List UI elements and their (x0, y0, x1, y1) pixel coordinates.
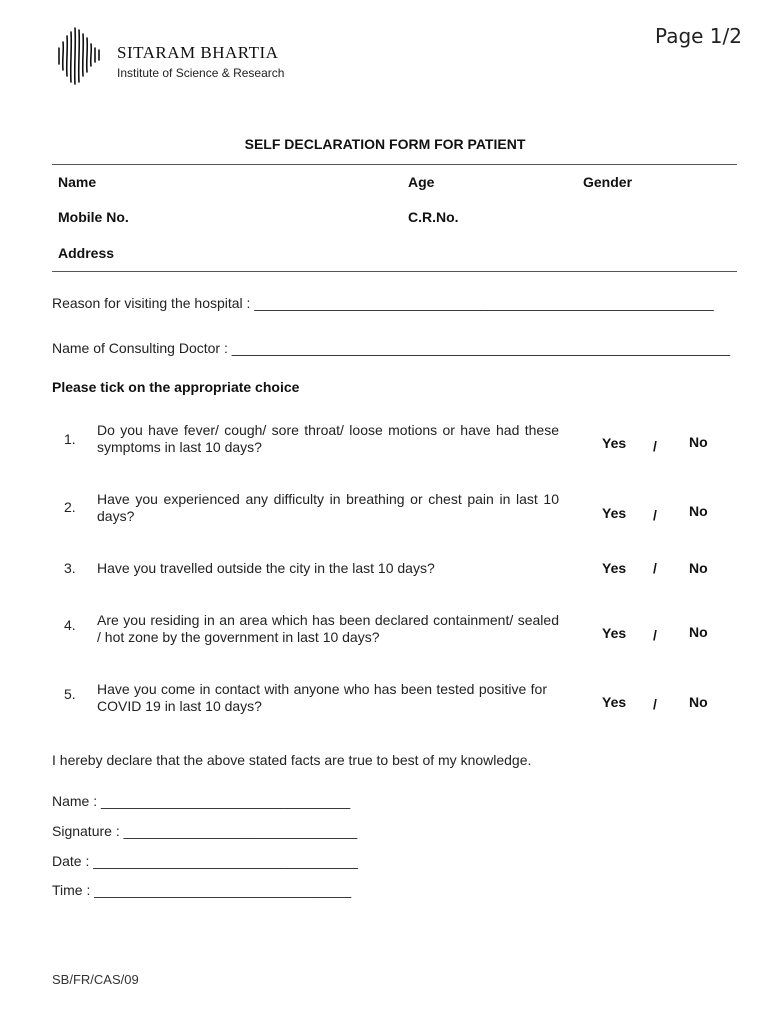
signature-line: Signature : ______________________________ (52, 823, 358, 839)
hospital-logo (55, 26, 295, 86)
crno-field-label: C.R.No. (408, 209, 459, 225)
consulting-doctor-line: Name of Consulting Doctor : ________________________________________________________________ (52, 340, 731, 356)
no-option[interactable]: No (689, 624, 708, 640)
question-text: Have you experienced any difficulty in breathing or chest pain in last 10 days? (97, 491, 559, 524)
no-option[interactable]: No (689, 434, 708, 450)
yes-option[interactable]: Yes (602, 435, 627, 451)
question-number: 5. (64, 686, 76, 702)
option-separator: / (653, 560, 657, 576)
yes-option[interactable]: Yes (602, 560, 627, 576)
option-separator: / (653, 696, 657, 712)
address-field-label: Address (58, 245, 115, 261)
no-option[interactable]: No (689, 694, 708, 710)
gender-field-label: Gender (583, 174, 633, 190)
form-code: SB/FR/CAS/09 (52, 972, 139, 987)
no-option[interactable]: No (689, 560, 708, 576)
yes-option[interactable]: Yes (602, 694, 627, 710)
name-field-label: Name (58, 174, 97, 190)
logo-subtitle: Institute of Science & Research (117, 66, 285, 80)
question-text: Are you residing in an area which has been declared containment/ sealed / hot zone by the government in last 10 days? (97, 612, 559, 645)
mobile-field-label: Mobile No. (58, 209, 129, 225)
logo-mark-icon (55, 26, 111, 86)
question-number: 4. (64, 617, 76, 633)
top-divider (52, 164, 737, 165)
option-separator: / (653, 627, 657, 643)
page-number: Page 1/2 (655, 24, 742, 48)
option-separator: / (653, 438, 657, 454)
question-text: Do you have fever/ cough/ sore throat/ loose motions or have had these symptoms in last 10 days? (97, 422, 559, 455)
age-field-label: Age (408, 174, 435, 190)
instruction-text: Please tick on the appropriate choice (52, 379, 300, 395)
question-number: 3. (64, 560, 76, 576)
bottom-divider (52, 271, 737, 272)
form-title: SELF DECLARATION FORM FOR PATIENT (244, 136, 526, 152)
date-line: Date : __________________________________ (52, 853, 358, 869)
yes-option[interactable]: Yes (602, 505, 627, 521)
time-line: Time : _________________________________ (52, 882, 352, 898)
question-number: 2. (64, 499, 76, 515)
signatory-name-line: Name : ________________________________ (52, 793, 351, 809)
question-number: 1. (64, 431, 76, 447)
yes-option[interactable]: Yes (602, 625, 627, 641)
question-text: Have you travelled outside the city in the last 10 days? (97, 560, 435, 576)
logo-name: SITARAM BHARTIA (117, 43, 279, 62)
question-text: Have you come in contact with anyone who has been tested positive for COVID 19 in last 10 days? (97, 681, 547, 714)
declaration-text: I hereby declare that the above stated facts are true to best of my knowledge. (52, 752, 532, 768)
no-option[interactable]: No (689, 503, 708, 519)
option-separator: / (653, 507, 657, 523)
reason-for-visit-line: Reason for visiting the hospital : ___________________________________________________________ (52, 295, 714, 311)
